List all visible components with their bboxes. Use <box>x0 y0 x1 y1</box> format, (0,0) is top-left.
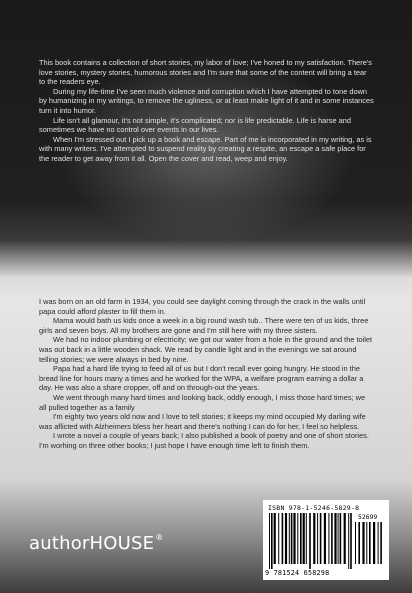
bio-paragraph: We went through many hard times and looking back, oddly enough, I miss those hard times; we all pulled together as a family <box>39 392 366 412</box>
publisher-name: authorHOUSE <box>29 533 155 554</box>
bio-paragraph: We had no indoor plumbing or electricity; we got our water from a hole in the ground and the toilet was out back in a little wooden shack. We read by candle light and in the evenings we sat around telling stories; we were always in bed by nine. <box>39 335 373 364</box>
ean-barcode-bars <box>269 513 353 569</box>
bio-paragraph: Papa had a hard life trying to feed all of us but I don't recall ever going hungry. He stood in the bread line for hours many a times and he worked for the WPA, a welfare program earning a dollar a day. He was also a share cropper, off and on through-out the years. <box>39 364 364 393</box>
isbn-barcode <box>263 500 389 580</box>
bio-paragraph: Mama would bath us kids once a week in a big round wash tub.. There were ten of us kids, three girls and seven boys. All my brothers are gone and I'm still here with my three sisters. <box>39 316 369 335</box>
bio-paragraph: I'm eighty two years old now and I love to tell stories; it keeps my mind occupied My darling wife was aflicted with Alzheimers bless her heart and there's nothing I can do for her, I feel so helpless. <box>39 412 366 431</box>
blurb-paragraph: Life isn't all glamour, it's not simple, it's complicated; nor is life predictable. Life is harse and sometimes we have no control over events in our lives. <box>39 115 351 135</box>
isbn-label: ISBN 978-1-5246-5829-8 <box>268 504 360 512</box>
price-addon-bars <box>355 522 385 569</box>
barcode-digits: 9 781524 658298 <box>265 569 330 577</box>
price-code: 52699 <box>358 513 378 521</box>
publisher-logo <box>29 533 163 554</box>
author-bio <box>39 297 374 451</box>
blurb-paragraph: This book contains a collection of short stories, my labor of love; I've honed to my satisfaction. There's love stories, mystery stories, humorous stories and I'm sure that some of the content will bring a tear to the readers eye. <box>39 58 372 87</box>
blurb-paragraph: During my life-time I've seen much violence and corruption which I have attempted to tone down by humanizing in my writings, to remove the ugliness, or at least make light of it and in some instances turn it into humor. <box>39 86 374 115</box>
bio-paragraph: I was born on an old farm in 1934, you could see daylight coming through the crack in the walls until papa could afford plaster to fill them in. <box>39 297 366 316</box>
book-blurb <box>39 58 374 164</box>
bio-paragraph: I wrote a novel a couple of years back; I also published a book of poetry and one of short stories. I'm worhing on three other books; I just hope I have enough time left to finish them. <box>39 431 369 450</box>
registered-mark: ® <box>155 533 164 542</box>
blurb-paragraph: When I'm stressed out I pick up a book and escape. Part of me is incorporated in my writing, as is with many writers. I've attempted to suspend reality by creating a respite, an escape a safe place for the reader to get away from it all. Open the cover and read, weep and enjoy. <box>39 134 372 163</box>
